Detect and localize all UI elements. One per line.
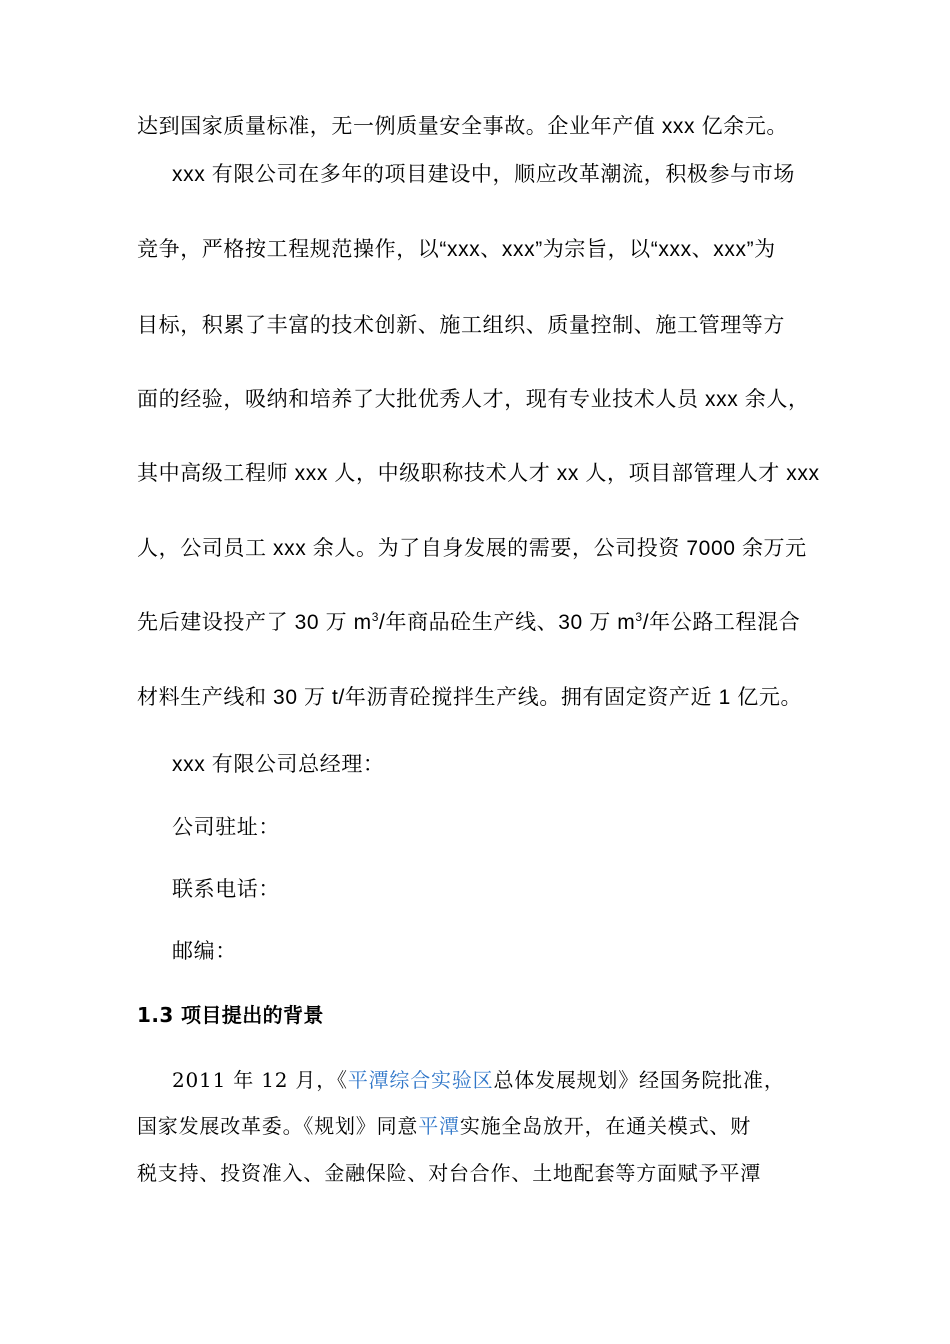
text-run: /年公路工程混合 [642,611,801,634]
link-pingtan[interactable]: 平潭 [418,1114,460,1138]
contact-address: 公司驻址： [172,816,280,839]
text-run: 实施全岛放开，在通关模式、财 [459,1114,752,1138]
text-run: 国家发展改革委。《规划》同意 [137,1114,419,1138]
contact-phone: 联系电话： [172,878,280,901]
text-run: /年商品砼生产线、30 万 m [379,611,636,634]
paragraph-line: 税支持、投资准入、金融保险、对台合作、土地配套等方面赋予平潭 [137,1161,761,1185]
paragraph-line [137,1111,751,1141]
text-run: 总体发展规划》经国务院批准， [493,1068,785,1092]
paragraph-line: 人，公司员工 xxx 余人。为了自身发展的需要，公司投资 7000 余万元 [137,537,807,560]
paragraph-line: 材料生产线和 30 万 t/年沥青砼搅拌生产线。拥有固定资产近 1 亿元。 [137,686,803,709]
paragraph-line [172,1065,785,1095]
paragraph-line: 达到国家质量标准，无一例质量安全事故。企业年产值 xxx 亿余元。 [137,115,788,138]
superscript: 3 [371,610,380,624]
paragraph-line: 其中高级工程师 xxx 人，中级职称技术人才 xx 人，项目部管理人才 xxx [137,462,820,485]
paragraph-line: 目标，积累了丰富的技术创新、施工组织、质量控制、施工管理等方 [137,314,785,337]
text-run: 2011 年 12 月，《 [172,1068,348,1092]
paragraph-line: xxx 有限公司在多年的项目建设中，顺应改革潮流，积极参与市场 [172,163,795,186]
section-heading: 1.3 项目提出的背景 [137,1003,324,1027]
link-pingtan-experimental-zone[interactable]: 平潭综合实验区 [347,1068,494,1092]
paragraph-line [137,608,800,638]
paragraph-line: 面的经验，吸纳和培养了大批优秀人才，现有专业技术人员 xxx 余人， [137,388,810,411]
superscript: 3 [635,610,643,624]
contact-manager: xxx 有限公司总经理： [172,753,385,776]
contact-postcode: 邮编： [172,940,237,963]
paragraph-line: 竞争，严格按工程规范操作，以“xxx、xxx”为宗旨，以“xxx、xxx”为 [137,238,776,261]
text-run: 先后建设投产了 30 万 m [137,611,372,634]
